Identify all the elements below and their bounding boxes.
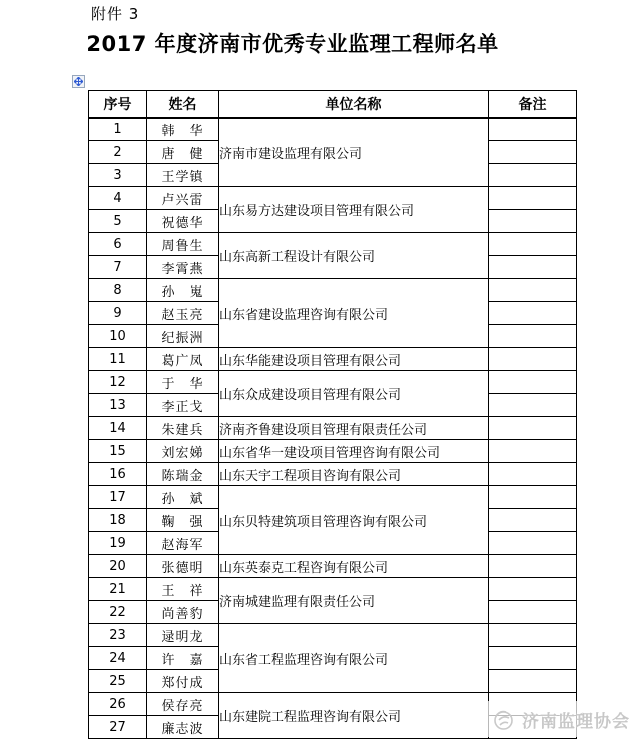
name-cell: 张德明 bbox=[147, 555, 219, 578]
serial-cell: 21 bbox=[89, 578, 147, 601]
company-cell: 济南齐鲁建设项目管理有限责任公司 bbox=[219, 417, 489, 440]
company-cell: 山东省工程监理咨询有限公司 bbox=[219, 624, 489, 693]
serial-cell: 15 bbox=[89, 440, 147, 463]
header-row bbox=[89, 91, 577, 118]
association-logo-icon bbox=[490, 706, 517, 733]
remark-cell bbox=[489, 555, 577, 578]
table-row bbox=[89, 440, 577, 463]
remark-cell bbox=[489, 279, 577, 302]
serial-cell: 14 bbox=[89, 417, 147, 440]
name-cell: 卢兴雷 bbox=[147, 187, 219, 210]
company-cell: 济南城建监理有限责任公司 bbox=[219, 578, 489, 624]
name-cell: 刘宏娣 bbox=[147, 440, 219, 463]
name-cell: 于 华 bbox=[147, 371, 219, 394]
remark-cell bbox=[489, 670, 577, 693]
page-title: 2017 年度济南市优秀专业监理工程师名单 bbox=[86, 32, 499, 56]
name-cell: 王 祥 bbox=[147, 578, 219, 601]
remark-cell bbox=[489, 348, 577, 371]
name-cell: 廉志波 bbox=[147, 716, 219, 739]
remark-cell bbox=[489, 256, 577, 279]
company-cell: 山东省华一建设项目管理咨询有限公司 bbox=[219, 440, 489, 463]
remark-cell bbox=[489, 302, 577, 325]
name-cell: 唐 健 bbox=[147, 141, 219, 164]
table-row bbox=[89, 417, 577, 440]
name-cell: 周鲁生 bbox=[147, 233, 219, 256]
remark-cell bbox=[489, 532, 577, 555]
table-row bbox=[89, 118, 577, 141]
attachment-label: 附件 3 bbox=[91, 5, 140, 23]
header-cell: 备注 bbox=[489, 91, 577, 118]
remark-cell bbox=[489, 371, 577, 394]
name-cell: 陈瑞金 bbox=[147, 463, 219, 486]
remark-cell bbox=[489, 624, 577, 647]
serial-cell: 11 bbox=[89, 348, 147, 371]
remark-cell bbox=[489, 601, 577, 624]
company-cell: 山东华能建设项目管理有限公司 bbox=[219, 348, 489, 371]
serial-cell: 8 bbox=[89, 279, 147, 302]
name-cell: 郑付成 bbox=[147, 670, 219, 693]
table-row bbox=[89, 187, 577, 210]
remark-cell bbox=[489, 440, 577, 463]
serial-cell: 25 bbox=[89, 670, 147, 693]
remark-cell bbox=[489, 118, 577, 141]
remark-cell bbox=[489, 486, 577, 509]
name-cell: 逯明龙 bbox=[147, 624, 219, 647]
serial-cell: 5 bbox=[89, 210, 147, 233]
remark-cell bbox=[489, 578, 577, 601]
roster-body bbox=[89, 118, 577, 739]
table-move-handle-icon bbox=[74, 77, 83, 86]
serial-cell: 20 bbox=[89, 555, 147, 578]
serial-cell: 18 bbox=[89, 509, 147, 532]
remark-cell bbox=[489, 463, 577, 486]
name-cell: 朱建兵 bbox=[147, 417, 219, 440]
name-cell: 赵玉亮 bbox=[147, 302, 219, 325]
name-cell: 李正戈 bbox=[147, 394, 219, 417]
name-cell: 王学镇 bbox=[147, 164, 219, 187]
remark-cell bbox=[489, 210, 577, 233]
serial-cell: 6 bbox=[89, 233, 147, 256]
remark-cell bbox=[489, 325, 577, 348]
name-cell: 纪振洲 bbox=[147, 325, 219, 348]
watermark-text: 济南监理协会 bbox=[522, 711, 630, 732]
remark-cell bbox=[489, 187, 577, 210]
company-cell: 山东省建设监理咨询有限公司 bbox=[219, 279, 489, 348]
company-cell: 山东建院工程监理咨询有限公司 bbox=[219, 693, 489, 739]
table-row bbox=[89, 371, 577, 394]
serial-cell: 10 bbox=[89, 325, 147, 348]
name-cell: 赵海军 bbox=[147, 532, 219, 555]
table-row bbox=[89, 578, 577, 601]
table-row bbox=[89, 624, 577, 647]
header-cell: 单位名称 bbox=[219, 91, 489, 118]
table-move-handle[interactable] bbox=[72, 75, 85, 88]
roster-table bbox=[88, 90, 577, 739]
serial-cell: 19 bbox=[89, 532, 147, 555]
table-row bbox=[89, 463, 577, 486]
serial-cell: 23 bbox=[89, 624, 147, 647]
serial-cell: 17 bbox=[89, 486, 147, 509]
name-cell: 侯存亮 bbox=[147, 693, 219, 716]
remark-cell bbox=[489, 164, 577, 187]
company-cell: 山东英泰克工程咨询有限公司 bbox=[219, 555, 489, 578]
serial-cell: 16 bbox=[89, 463, 147, 486]
table-row bbox=[89, 555, 577, 578]
name-cell: 尚善豹 bbox=[147, 601, 219, 624]
name-cell: 葛广凤 bbox=[147, 348, 219, 371]
serial-cell: 9 bbox=[89, 302, 147, 325]
header-cell: 姓名 bbox=[147, 91, 219, 118]
serial-cell: 3 bbox=[89, 164, 147, 187]
company-cell: 山东众成建设项目管理有限公司 bbox=[219, 371, 489, 417]
serial-cell: 13 bbox=[89, 394, 147, 417]
company-cell: 山东高新工程设计有限公司 bbox=[219, 233, 489, 279]
remark-cell bbox=[489, 647, 577, 670]
remark-cell bbox=[489, 233, 577, 256]
name-cell: 鞠 强 bbox=[147, 509, 219, 532]
serial-cell: 4 bbox=[89, 187, 147, 210]
serial-cell: 2 bbox=[89, 141, 147, 164]
table-row bbox=[89, 486, 577, 509]
header-cell: 序号 bbox=[89, 91, 147, 118]
serial-cell: 1 bbox=[89, 118, 147, 141]
name-cell: 李霄燕 bbox=[147, 256, 219, 279]
company-cell: 山东贝特建筑项目管理咨询有限公司 bbox=[219, 486, 489, 555]
watermark bbox=[484, 701, 634, 737]
serial-cell: 24 bbox=[89, 647, 147, 670]
name-cell: 孙 斌 bbox=[147, 486, 219, 509]
remark-cell bbox=[489, 141, 577, 164]
remark-cell bbox=[489, 417, 577, 440]
name-cell: 韩 华 bbox=[147, 118, 219, 141]
company-cell: 山东易方达建设项目管理有限公司 bbox=[219, 187, 489, 233]
company-cell: 济南市建设监理有限公司 bbox=[219, 118, 489, 187]
name-cell: 祝德华 bbox=[147, 210, 219, 233]
table-row bbox=[89, 233, 577, 256]
name-cell: 孙 嵬 bbox=[147, 279, 219, 302]
serial-cell: 7 bbox=[89, 256, 147, 279]
serial-cell: 12 bbox=[89, 371, 147, 394]
company-cell: 山东天宇工程项目咨询有限公司 bbox=[219, 463, 489, 486]
remark-cell bbox=[489, 509, 577, 532]
table-row bbox=[89, 279, 577, 302]
remark-cell bbox=[489, 394, 577, 417]
serial-cell: 27 bbox=[89, 716, 147, 739]
serial-cell: 26 bbox=[89, 693, 147, 716]
table-row bbox=[89, 348, 577, 371]
serial-cell: 22 bbox=[89, 601, 147, 624]
name-cell: 许 嘉 bbox=[147, 647, 219, 670]
